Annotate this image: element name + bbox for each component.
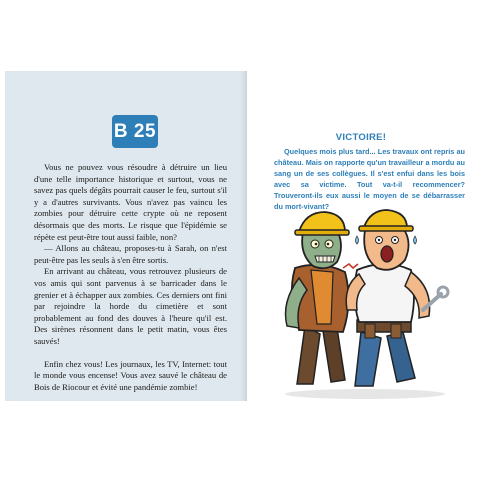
paragraph-2: — Allons au château, proposes-tu à Sarah, on n'est peut-être pas les seuls à s'en être sortis. [34, 243, 227, 265]
zombie-worker-illustration [265, 206, 465, 401]
ending-title: VICTOIRE! [335, 132, 387, 143]
ending-text [274, 146, 465, 212]
paragraph-4: Enfin chez vous! Les journaux, les TV, Internet: tout le monde vous encense! Vous avez sauvé le château de Bois de Riocour et évité une pandémie zombie! [34, 358, 227, 392]
paragraph-1: Vous ne pouvez vous résoudre à détruire un lieu d'une telle importance historique et surtout, vous ne savez pas quels dégâts pourrait causer le feu, surtout s'il y a d'autres survivants. Vous n'avez pas vaincu les zombies pour détruire cette crypte où ne reposent désormais que des morts. Le risque que l'épidémie se répète est peut-être tout aussi faible, non? [34, 162, 227, 242]
left-page [5, 71, 247, 401]
book-spread [5, 71, 475, 401]
zombie-figure [286, 212, 350, 384]
section-badge: B 25 [112, 115, 158, 148]
paragraph-3: En arrivant au château, vous retrouvez plusieurs de vos amis qui sont parvenus à se barricader dans le grenier et à échapper aux zombies. Ces derniers ont fini par rejoindre la horde du cimetière et sont probablement au fond des douves à l'heure qu'il est. Des sirènes résonnent dans le petit matin, vous êtes sauvés! [34, 266, 227, 346]
worker-figure [346, 210, 448, 386]
ending-text-content: Quelques mois plus tard... Les travaux ont repris au château. Mais on rapporte qu'un travailleur a mordu au sang un de ses collègues. Il s'est enfui dans les bois avec sa victime. Tout va-t-il recommencer? Trouveront-ils eux aussi le moyen de se débarrasser du mort-vivant? [274, 147, 465, 211]
left-page-body [34, 162, 227, 393]
right-page [247, 71, 475, 401]
